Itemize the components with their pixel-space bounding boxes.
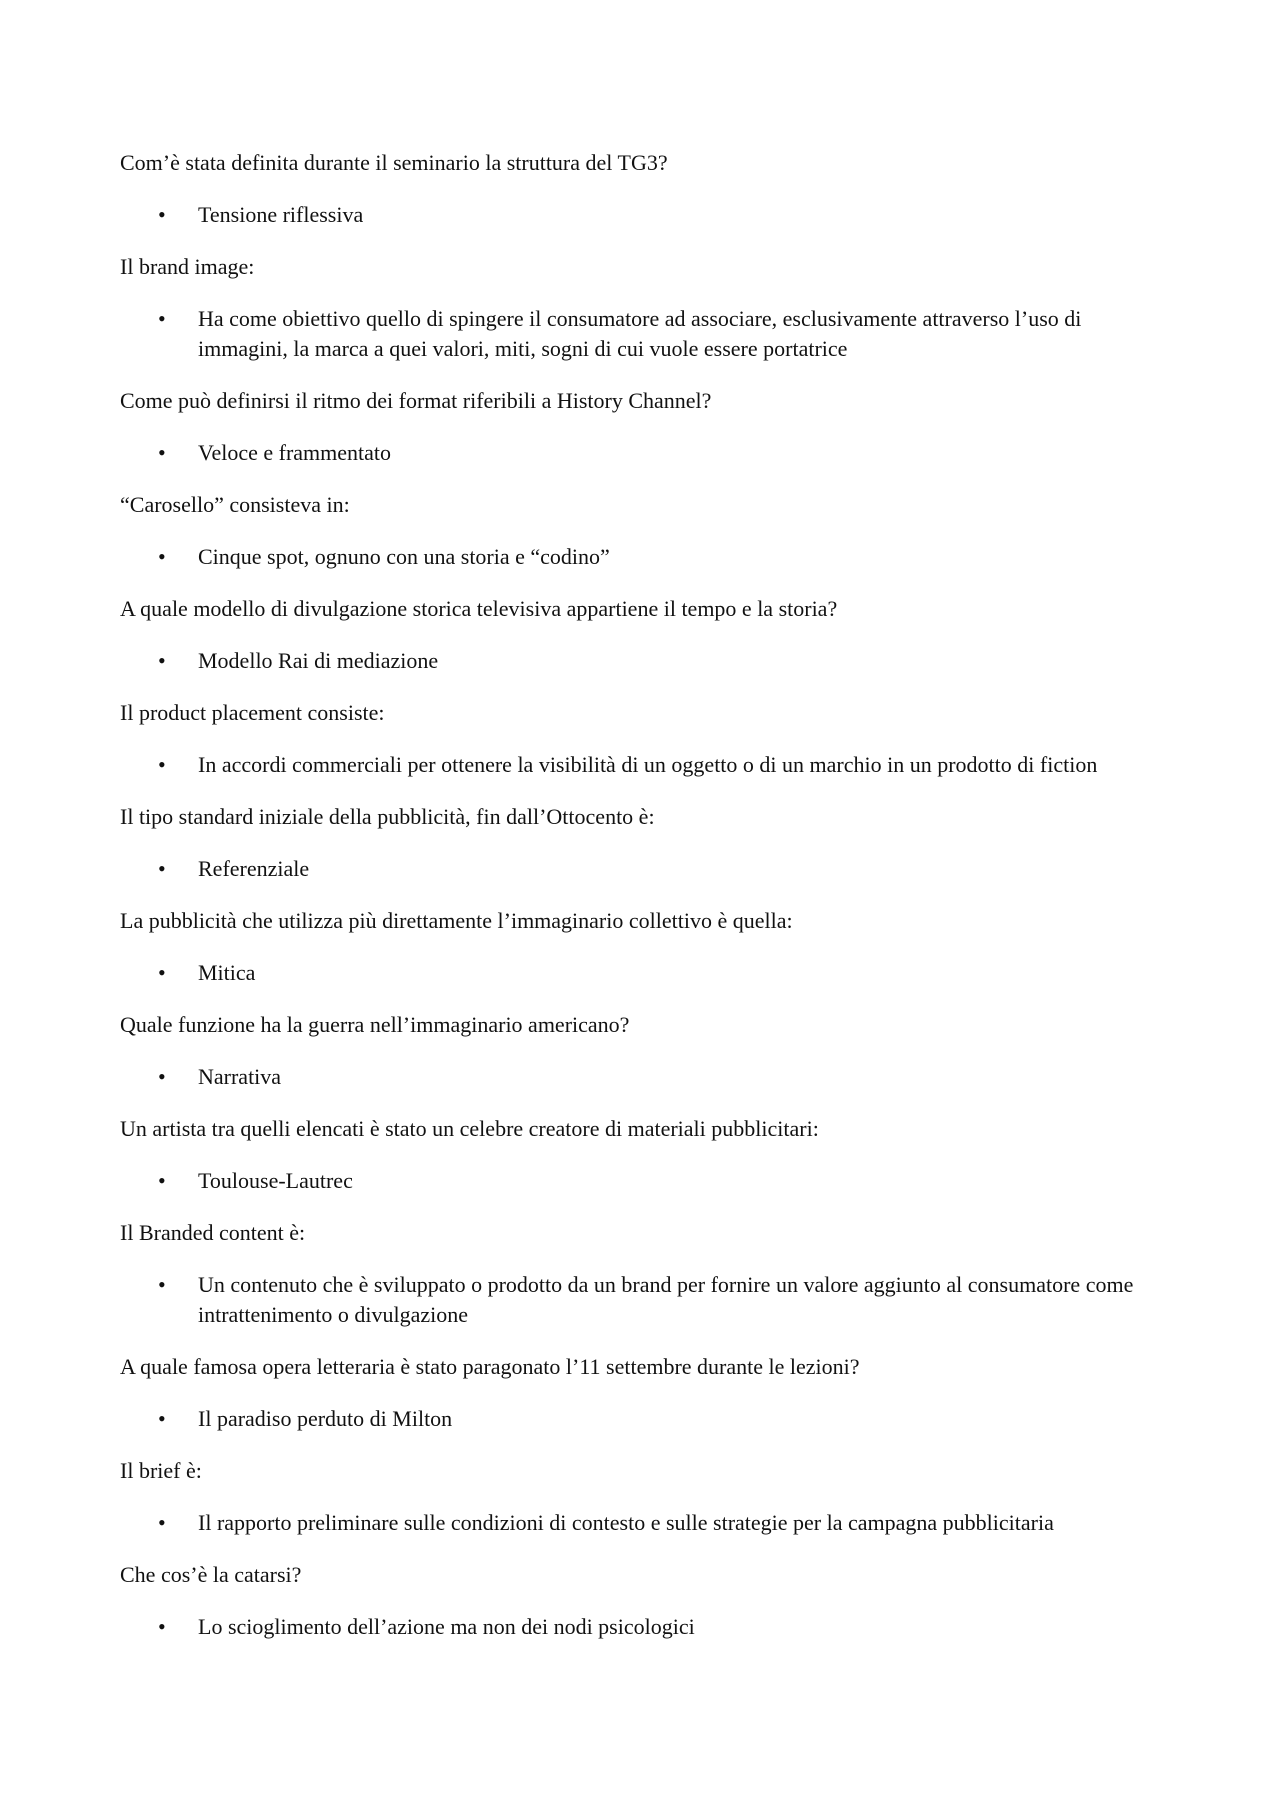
answer-text: Modello Rai di mediazione (198, 648, 439, 673)
question-text: Un artista tra quelli elencati è stato un celebre creatore di materiali pubblicitari: (120, 1116, 819, 1141)
question-text: Come può definirsi il ritmo dei format riferibili a History Channel? (120, 388, 712, 413)
bullet-icon: • (158, 960, 166, 985)
bullet-icon: • (158, 1406, 166, 1431)
question-text: Il Branded content è: (120, 1220, 306, 1245)
answer-text: In accordi commerciali per ottenere la visibilità di un oggetto o di un marchio in un prodotto di fiction (198, 752, 1098, 777)
answer-text: Il rapporto preliminare sulle condizioni di contesto e sulle strategie per la campagna pubblicitaria (198, 1510, 1054, 1535)
answer-bullet-item (120, 1612, 1160, 1642)
answer-bullet-item (120, 1508, 1160, 1538)
question-text: A quale famosa opera letteraria è stato paragonato l’11 settembre durante le lezioni? (120, 1354, 860, 1379)
answer-text: Mitica (198, 960, 256, 985)
bullet-icon: • (158, 1510, 166, 1535)
answer-bullet-item (120, 200, 1160, 230)
answer-bullet-item (120, 750, 1160, 780)
bullet-icon: • (158, 752, 166, 777)
qa-item (120, 148, 1160, 230)
answer-bullet-item (120, 1062, 1160, 1092)
qa-item (120, 490, 1160, 572)
bullet-icon: • (158, 1614, 166, 1639)
question-text: Il brief è: (120, 1458, 202, 1483)
answer-text: Narrativa (198, 1064, 282, 1089)
qa-item (120, 1218, 1160, 1330)
answer-text: Referenziale (198, 856, 310, 881)
qa-item (120, 1560, 1160, 1642)
qa-list (120, 148, 1160, 1664)
answer-bullet-item (120, 1166, 1160, 1196)
qa-item (120, 386, 1160, 468)
bullet-icon: • (158, 856, 166, 881)
answer-bullet-item (120, 854, 1160, 884)
bullet-icon: • (158, 544, 166, 569)
qa-item (120, 906, 1160, 988)
bullet-icon: • (158, 306, 166, 331)
answer-text: Tensione riflessiva (198, 202, 364, 227)
question-text: Il product placement consiste: (120, 700, 385, 725)
qa-item (120, 594, 1160, 676)
answer-bullet-item (120, 1270, 1160, 1330)
qa-item (120, 252, 1160, 364)
question-text: La pubblicità che utilizza più direttamente l’immaginario collettivo è quella: (120, 908, 793, 933)
answer-text: Un contenuto che è sviluppato o prodotto da un brand per fornire un valore aggiunto al consumatore come intrattenimento o divulgazione (198, 1272, 1134, 1327)
answer-text: Cinque spot, ognuno con una storia e “codino” (198, 544, 610, 569)
answer-bullet-item (120, 438, 1160, 468)
answer-text: Veloce e frammentato (198, 440, 392, 465)
bullet-icon: • (158, 1168, 166, 1193)
question-text: Quale funzione ha la guerra nell’immaginario americano? (120, 1012, 630, 1037)
answer-text: Toulouse-Lautrec (198, 1168, 353, 1193)
question-text: Che cos’è la catarsi? (120, 1562, 302, 1587)
bullet-icon: • (158, 1064, 166, 1089)
qa-item (120, 1114, 1160, 1196)
question-text: Com’è stata definita durante il seminario la struttura del TG3? (120, 150, 668, 175)
bullet-icon: • (158, 648, 166, 673)
answer-bullet-item (120, 646, 1160, 676)
answer-bullet-item (120, 1404, 1160, 1434)
qa-item (120, 1352, 1160, 1434)
bullet-icon: • (158, 440, 166, 465)
answer-text: Il paradiso perduto di Milton (198, 1406, 453, 1431)
question-text: A quale modello di divulgazione storica televisiva appartiene il tempo e la storia? (120, 596, 838, 621)
question-text: Il brand image: (120, 254, 255, 279)
qa-item (120, 1010, 1160, 1092)
bullet-icon: • (158, 1272, 166, 1297)
answer-bullet-item (120, 304, 1160, 364)
question-text: “Carosello” consisteva in: (120, 492, 350, 517)
answer-text: Lo scioglimento dell’azione ma non dei nodi psicologici (198, 1614, 695, 1639)
qa-item (120, 1456, 1160, 1538)
answer-bullet-item (120, 958, 1160, 988)
bullet-icon: • (158, 202, 166, 227)
answer-text: Ha come obiettivo quello di spingere il consumatore ad associare, esclusivamente attraverso l’uso di immagini, la marca a quei valori, miti, sogni di cui vuole essere portatrice (198, 306, 1082, 361)
qa-item (120, 698, 1160, 780)
question-text: Il tipo standard iniziale della pubblicità, fin dall’Ottocento è: (120, 804, 655, 829)
answer-bullet-item (120, 542, 1160, 572)
qa-item (120, 802, 1160, 884)
